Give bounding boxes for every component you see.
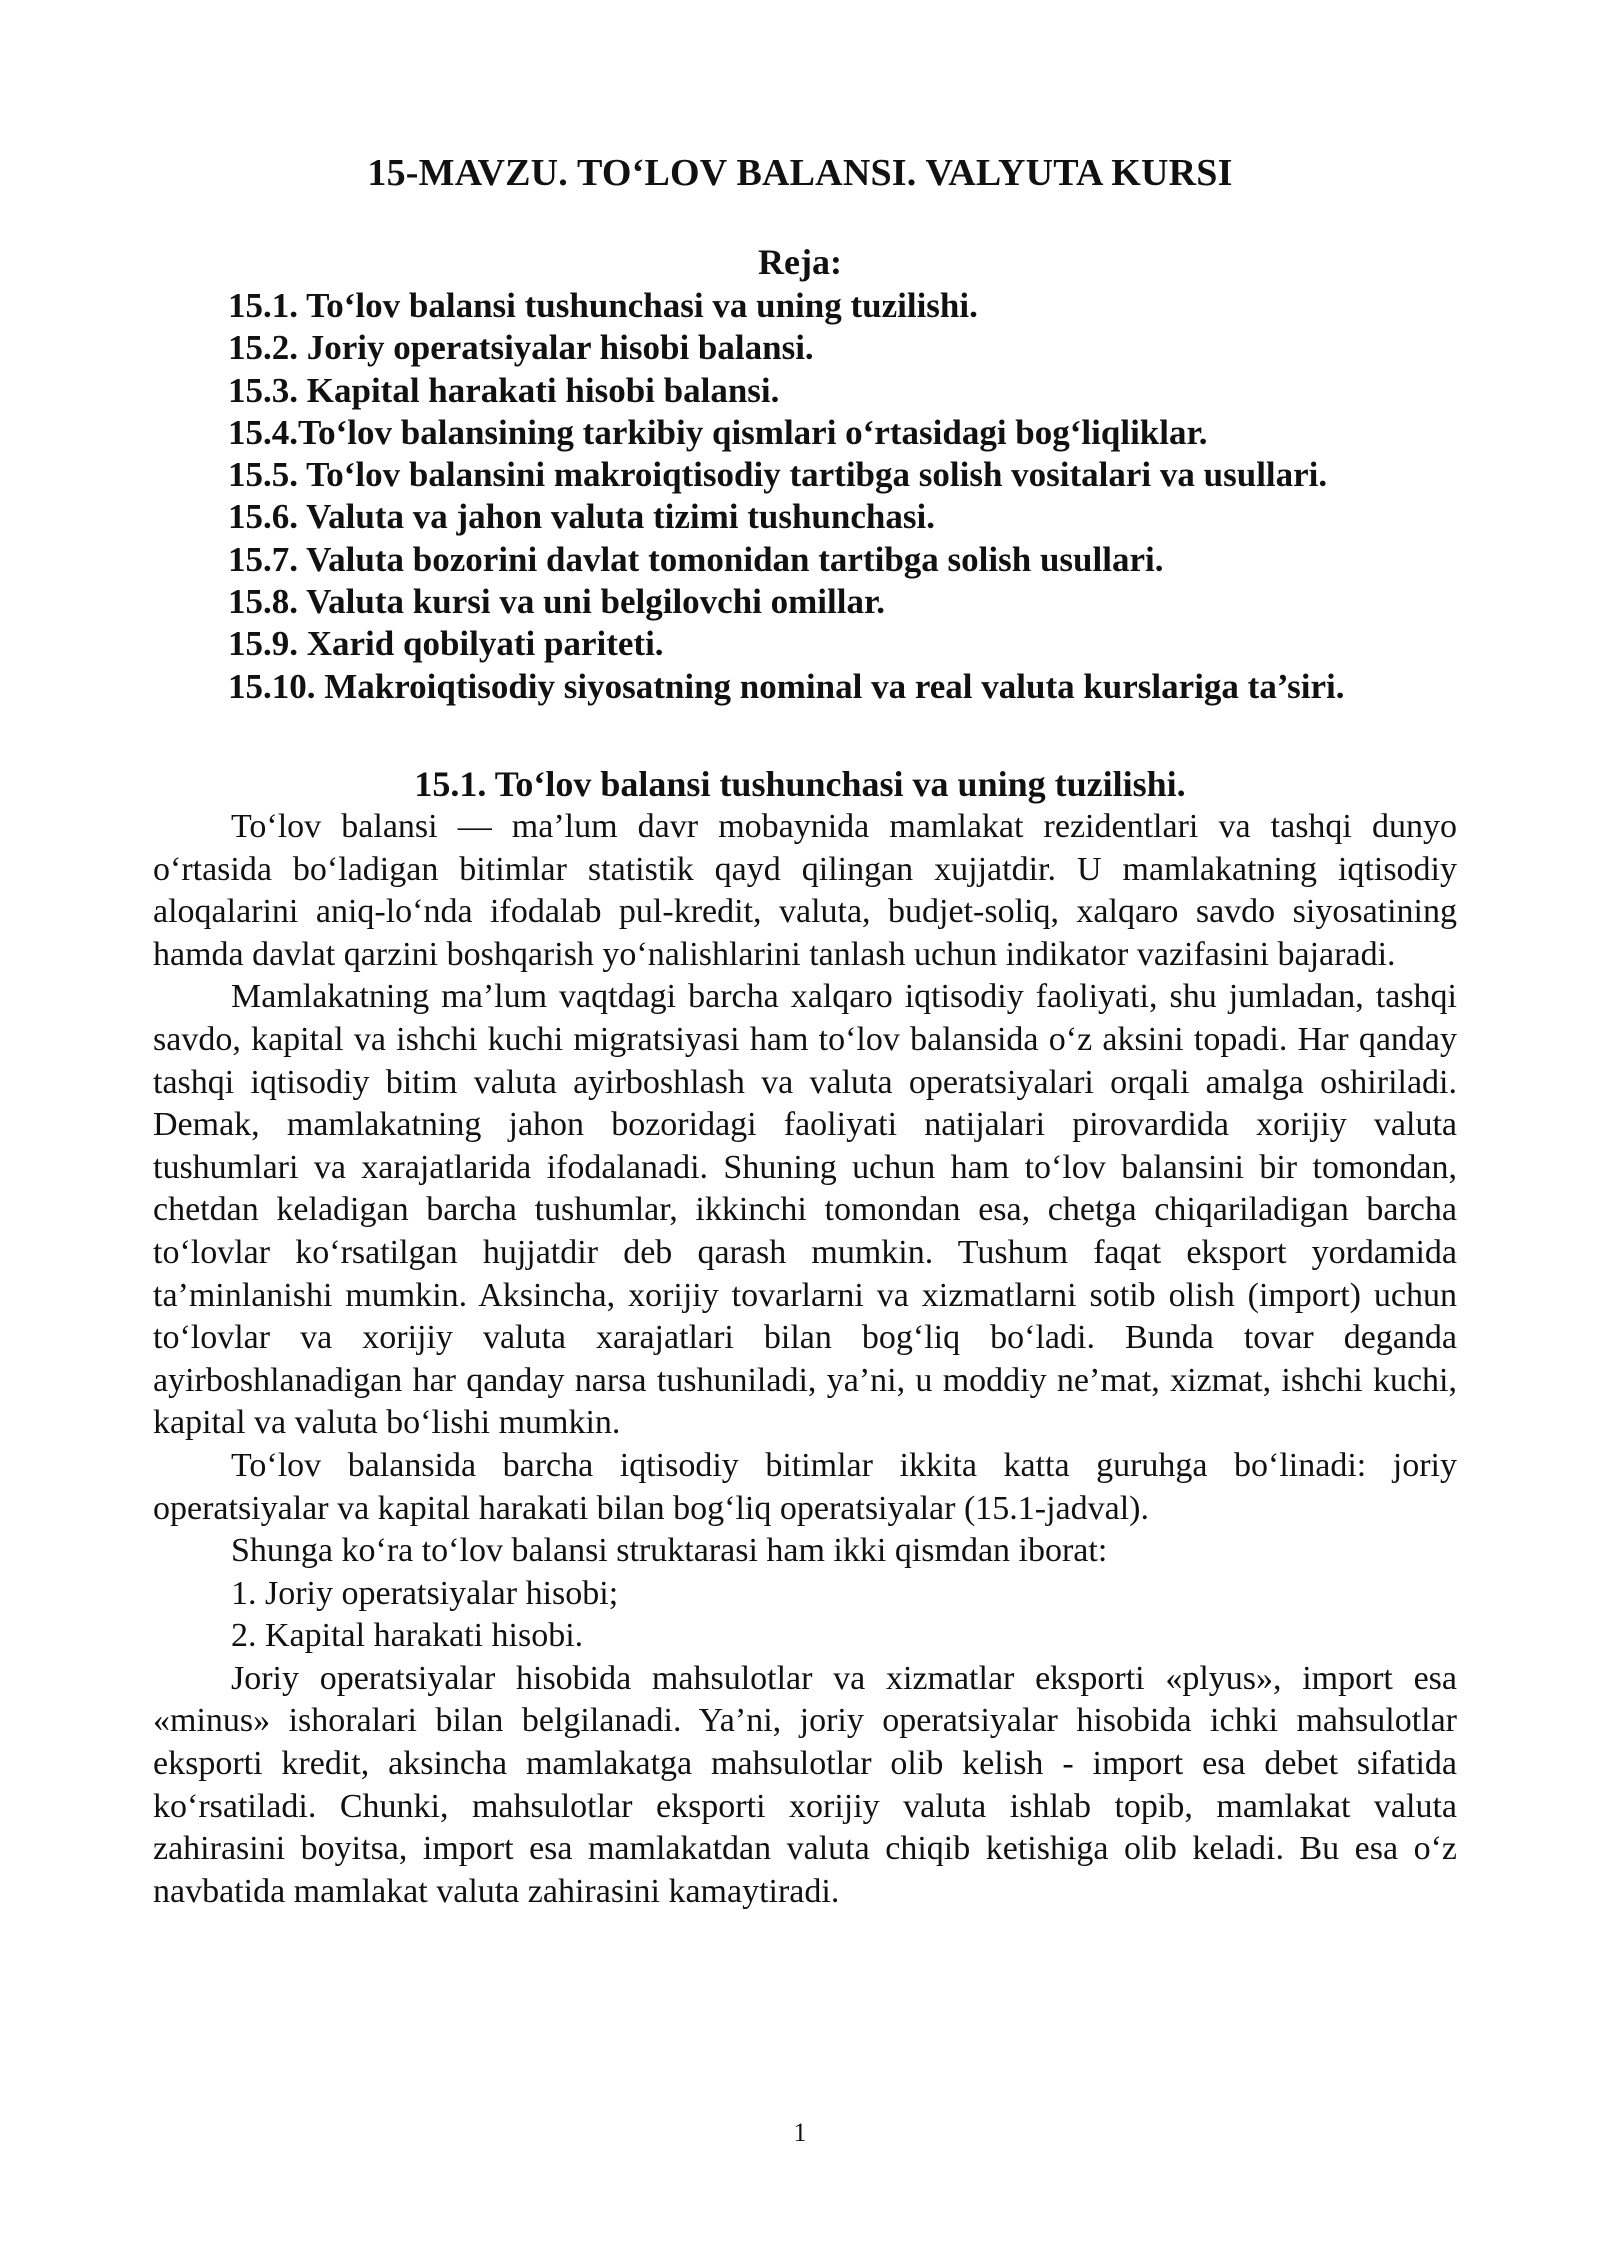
- plan-item: 15.5. To‘lov balansini makroiqtisodiy tartibga solish vositalari va usullari.: [228, 455, 1328, 495]
- plan-item: 15.7. Valuta bozorini davlat tomonidan tartibga solish usullari.: [228, 539, 1164, 579]
- page-title: 15-MAVZU. TO‘LOV BALANSI. VALYUTA KURSI: [367, 152, 1233, 194]
- plan-item: 15.10. Makroiqtisodiy siyosatning nominal va real valuta kurslariga ta’siri.: [228, 666, 1345, 706]
- plan-list: [228, 285, 1488, 708]
- plan-item: 15.2. Joriy operatsiyalar hisobi balansi.: [228, 328, 814, 368]
- plan-item: 15.1. To‘lov balansi tushunchasi va uning tuzilishi.: [228, 286, 978, 325]
- body-text: [153, 806, 1457, 1913]
- plan-item: 15.3. Kapital harakati hisobi balansi.: [228, 370, 780, 410]
- plan-item: 15.9. Xarid qobilyati pariteti.: [228, 624, 664, 664]
- list-item: 2. Kapital harakati hisobi.: [231, 1617, 584, 1655]
- paragraph: Mamlakatning ma’lum vaqtdagi barcha xalqaro iqtisodiy faoliyati, shu jumladan, tashqi savdo, kapital va ishchi kuchi migratsiyasi ham to‘lov balansida o‘z aksini topadi. Har qanday tashqi iqtisodiy bitim valuta ayirboshlash va valuta operatsiyalari orqali amalga oshiriladi. Demak, mamlakatning jahon bozoridagi faoliyati natijalari pirovardida xorijiy valuta tushumlari va xarajatlarida ifodalanadi. Shuning uchun ham to‘lov balansini bir tomondan, chetdan keladigan barcha tushumlar, ikkinchi tomondan esa, chetga chiqariladigan barcha to‘lovlar ko‘rsatilgan hujjatdir deb qarash mumkin. Tushum faqat eksport yordamida ta’minlanishi mumkin. Aksincha, xorijiy tovarlarni va xizmatlarni sotib olish (import) uchun to‘lovlar va xorijiy valuta xarajatlari bilan bog‘liq bo‘ladi. Bunda tovar deganda ayirboshlanadigan har qanday narsa tushuniladi, ya’ni, u moddiy ne’mat, xizmat, ishchi kuchi, kapital va valuta bo‘lishi mumkin.: [153, 978, 1457, 1442]
- paragraph: To‘lov balansi — ma’lum davr mobaynida mamlakat rezidentlari va tashqi dunyo o‘rtasida bo‘ladigan bitimlar statistik qayd qilingan xujjatdir. U mamlakatning iqtisodiy aloqalarini aniq-lo‘nda ifodalab pul-kredit, valuta, budjet-soliq, xalqaro savdo siyosatining hamda davlat qarzini boshqarish yo‘nalishlarini tanlash uchun indikator vazifasini bajaradi.: [153, 808, 1457, 973]
- section-heading: 15.1. To‘lov balansi tushunchasi va uning tuzilishi.: [414, 764, 1186, 804]
- plan-item: 15.6. Valuta va jahon valuta tizimi tushunchasi.: [228, 497, 935, 537]
- paragraph: Joriy operatsiyalar hisobida mahsulotlar va xizmatlar eksporti «plyus», import esa «minus» ishoralari bilan belgilanadi. Ya’ni, joriy operatsiyalar hisobida ichki mahsulotlar eksporti kredit, aksincha mamlakatga mahsulotlar olib kelish - import esa debet sifatida ko‘rsatiladi. Chunki, mahsulotlar eksporti xorijiy valuta ishlab topib, mamlakat valuta zahirasini boyitsa, import esa mamlakatdan valuta chiqib ketishiga olib keladi. Bu esa o‘z navbatida mamlakat valuta zahirasini kamaytiradi.: [153, 1659, 1457, 1910]
- paragraph: Shunga ko‘ra to‘lov balansi struktarasi ham ikki qismdan iborat:: [231, 1532, 1108, 1570]
- plan-heading: Reja:: [758, 242, 842, 282]
- list-item: 1. Joriy operatsiyalar hisobi;: [231, 1574, 619, 1612]
- plan-item: 15.4.To‘lov balansining tarkibiy qismlari o‘rtasidagi bog‘liqliklar.: [228, 412, 1208, 452]
- page-number: 1: [793, 2118, 807, 2147]
- paragraph: To‘lov balansida barcha iqtisodiy bitimlar ikkita katta guruhga bo‘linadi: joriy operatsiyalar va kapital harakati bilan bog‘liq operatsiyalar (15.1-jadval).: [153, 1446, 1457, 1527]
- plan-item: 15.8. Valuta kursi va uni belgilovchi omillar.: [228, 582, 886, 622]
